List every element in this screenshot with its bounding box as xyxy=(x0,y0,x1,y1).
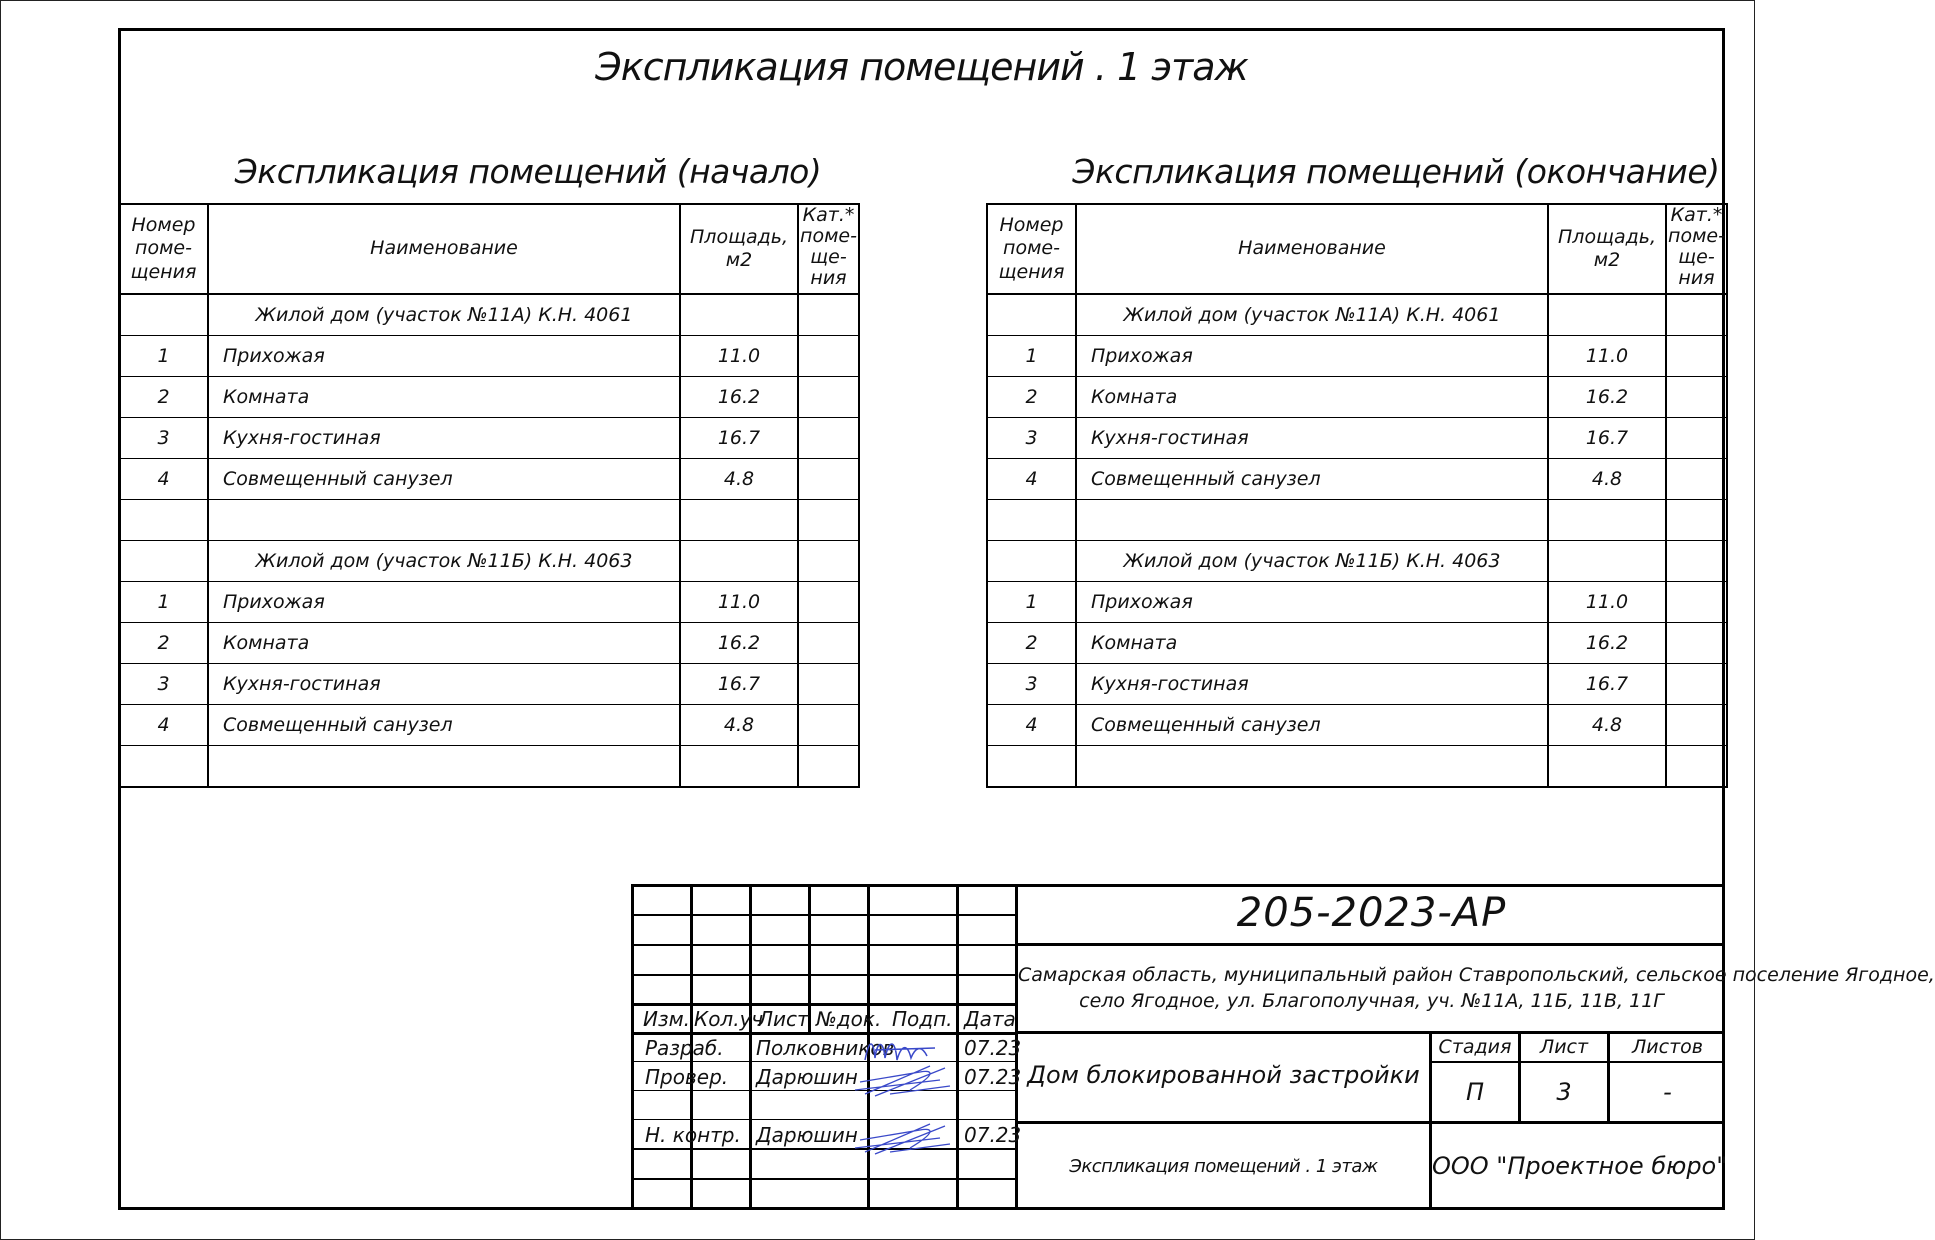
room-number: 2 xyxy=(987,377,1076,418)
sheet-title: Экспликация помещений . 1 этаж xyxy=(1069,1156,1378,1177)
room-number: 2 xyxy=(119,377,208,418)
group-title: Жилой дом (участок №11Б) К.Н. 4063 xyxy=(208,541,680,582)
stamp-line xyxy=(631,914,1018,916)
organization: ООО "Проектное бюро" xyxy=(1432,1152,1728,1180)
room-name: Совмещенный санузел xyxy=(1076,459,1548,500)
col-kol: Кол.уч xyxy=(694,1007,764,1031)
table-row xyxy=(119,623,859,664)
room-number: 4 xyxy=(987,459,1076,500)
room-number: 1 xyxy=(119,582,208,623)
room-number: 1 xyxy=(987,336,1076,377)
room-number: 1 xyxy=(119,336,208,377)
stamp-line xyxy=(1015,943,1725,946)
room-area: 16.2 xyxy=(1548,377,1666,418)
person-nkontr: Дарюшин xyxy=(756,1123,858,1147)
room-name: Кухня-гостиная xyxy=(208,664,680,705)
stage-label: Стадия xyxy=(1438,1036,1512,1058)
table-row xyxy=(987,377,1727,418)
address-line-1: Самарская область, муниципальный район Ставропольский, сельское поселение Ягодное, xyxy=(1018,964,1935,986)
right-table-caption: Экспликация помещений (окончание) xyxy=(1072,152,1720,191)
room-name: Комната xyxy=(208,623,680,664)
group-row xyxy=(987,541,1727,582)
room-name: Прихожая xyxy=(208,336,680,377)
page-title: Экспликация помещений . 1 этаж xyxy=(595,45,1248,89)
stamp-line xyxy=(1429,1061,1725,1063)
col-data: Дата xyxy=(964,1007,1016,1031)
stamp-line xyxy=(631,944,1018,946)
table-row xyxy=(987,459,1727,500)
room-number: 4 xyxy=(987,705,1076,746)
role-prover: Провер. xyxy=(645,1065,729,1089)
right-explication-table xyxy=(986,203,1728,788)
room-area: 4.8 xyxy=(1548,705,1666,746)
person-prover: Дарюшин xyxy=(756,1065,858,1089)
room-name: Кухня-гостиная xyxy=(208,418,680,459)
room-name: Совмещенный санузел xyxy=(1076,705,1548,746)
table-row xyxy=(987,623,1727,664)
room-name: Совмещенный санузел xyxy=(208,459,680,500)
room-area: 16.2 xyxy=(680,377,798,418)
table-row xyxy=(119,582,859,623)
empty-row xyxy=(987,500,1727,541)
sheets-label: Листов xyxy=(1632,1036,1703,1058)
stage-value: П xyxy=(1465,1078,1485,1106)
room-name: Прихожая xyxy=(1076,582,1548,623)
room-name: Комната xyxy=(208,377,680,418)
room-name: Комната xyxy=(1076,377,1548,418)
room-name: Совмещенный санузел xyxy=(208,705,680,746)
room-area: 4.8 xyxy=(680,459,798,500)
header-area: Площадь, м2 xyxy=(1548,204,1666,294)
date-prover: 07.23 xyxy=(964,1065,1022,1089)
room-area: 16.7 xyxy=(1548,664,1666,705)
sheet-value: 3 xyxy=(1556,1078,1572,1106)
room-name: Кухня-гостиная xyxy=(1076,418,1548,459)
table-header-row xyxy=(987,204,1727,294)
room-area: 11.0 xyxy=(1548,336,1666,377)
group-row xyxy=(119,294,859,336)
role-nkontr: Н. контр. xyxy=(645,1123,741,1147)
signature-nkontr xyxy=(850,1118,960,1158)
header-category: Кат.* поме-ще-ния xyxy=(798,204,859,294)
group-row xyxy=(987,294,1727,336)
col-list: Лист xyxy=(758,1007,809,1031)
stamp-line xyxy=(1015,1031,1725,1034)
room-area: 4.8 xyxy=(1548,459,1666,500)
table-row xyxy=(119,336,859,377)
group-title: Жилой дом (участок №11Б) К.Н. 4063 xyxy=(1076,541,1548,582)
col-ndok: №док. xyxy=(816,1007,882,1031)
stamp-line xyxy=(631,1032,1018,1035)
table-row xyxy=(119,377,859,418)
room-name: Прихожая xyxy=(1076,336,1548,377)
header-name: Наименование xyxy=(1076,204,1548,294)
address-line-2: село Ягодное, ул. Благополучная, уч. №11А, 11Б, 11В, 11Г xyxy=(1079,989,1664,1012)
sheets-value: - xyxy=(1663,1078,1672,1106)
room-name: Комната xyxy=(1076,623,1548,664)
stamp-line xyxy=(749,884,752,1210)
empty-row xyxy=(987,746,1727,788)
room-area: 16.2 xyxy=(680,623,798,664)
room-name: Кухня-гостиная xyxy=(1076,664,1548,705)
role-razrab: Разраб. xyxy=(645,1036,724,1060)
room-number: 4 xyxy=(119,459,208,500)
table-row xyxy=(119,418,859,459)
table-header-row xyxy=(119,204,859,294)
group-title: Жилой дом (участок №11А) К.Н. 4061 xyxy=(1076,294,1548,336)
sheet-label: Лист xyxy=(1539,1036,1589,1058)
table-row xyxy=(987,582,1727,623)
room-number: 3 xyxy=(987,664,1076,705)
group-title: Жилой дом (участок №11А) К.Н. 4061 xyxy=(208,294,680,336)
room-number: 2 xyxy=(987,623,1076,664)
object-name: Дом блокированной застройки xyxy=(1027,1061,1420,1089)
room-number: 4 xyxy=(119,705,208,746)
header-category: Кат.* поме-ще-ния xyxy=(1666,204,1727,294)
room-area: 16.7 xyxy=(680,664,798,705)
table-row xyxy=(119,459,859,500)
header-room-number: Номер поме-щения xyxy=(119,204,208,294)
stamp-line xyxy=(631,1178,1018,1180)
room-number: 3 xyxy=(119,664,208,705)
room-area: 11.0 xyxy=(680,336,798,377)
room-area: 16.7 xyxy=(1548,418,1666,459)
room-area: 11.0 xyxy=(680,582,798,623)
room-number: 3 xyxy=(987,418,1076,459)
stamp-line xyxy=(631,1003,1018,1006)
stamp-line xyxy=(956,884,959,1210)
room-area: 4.8 xyxy=(680,705,798,746)
room-area: 16.7 xyxy=(680,418,798,459)
empty-row xyxy=(119,746,859,788)
document-code: 205-2023-АР xyxy=(1236,890,1507,936)
room-name: Прихожая xyxy=(208,582,680,623)
header-room-number: Номер поме-щения xyxy=(987,204,1076,294)
room-area: 16.2 xyxy=(1548,623,1666,664)
table-row xyxy=(119,705,859,746)
group-row xyxy=(119,541,859,582)
table-row xyxy=(987,418,1727,459)
header-area: Площадь, м2 xyxy=(680,204,798,294)
table-row xyxy=(987,664,1727,705)
header-name: Наименование xyxy=(208,204,680,294)
address xyxy=(1018,963,1935,1014)
empty-row xyxy=(119,500,859,541)
table-row xyxy=(987,705,1727,746)
stamp-line xyxy=(1015,1121,1725,1124)
table-row xyxy=(987,336,1727,377)
signature-prover xyxy=(850,1060,960,1100)
left-table-caption: Экспликация помещений (начало) xyxy=(234,152,822,191)
room-area: 11.0 xyxy=(1548,582,1666,623)
col-podp: Подп. xyxy=(892,1007,953,1031)
date-razrab: 07.23 xyxy=(964,1036,1022,1060)
date-nkontr: 07.23 xyxy=(964,1123,1022,1147)
person-razrab: Полковников xyxy=(756,1036,895,1060)
left-explication-table xyxy=(118,203,860,788)
room-number: 1 xyxy=(987,582,1076,623)
col-izm: Изм. xyxy=(643,1007,691,1031)
room-number: 3 xyxy=(119,418,208,459)
room-number: 2 xyxy=(119,623,208,664)
stamp-line xyxy=(631,974,1018,976)
table-row xyxy=(119,664,859,705)
